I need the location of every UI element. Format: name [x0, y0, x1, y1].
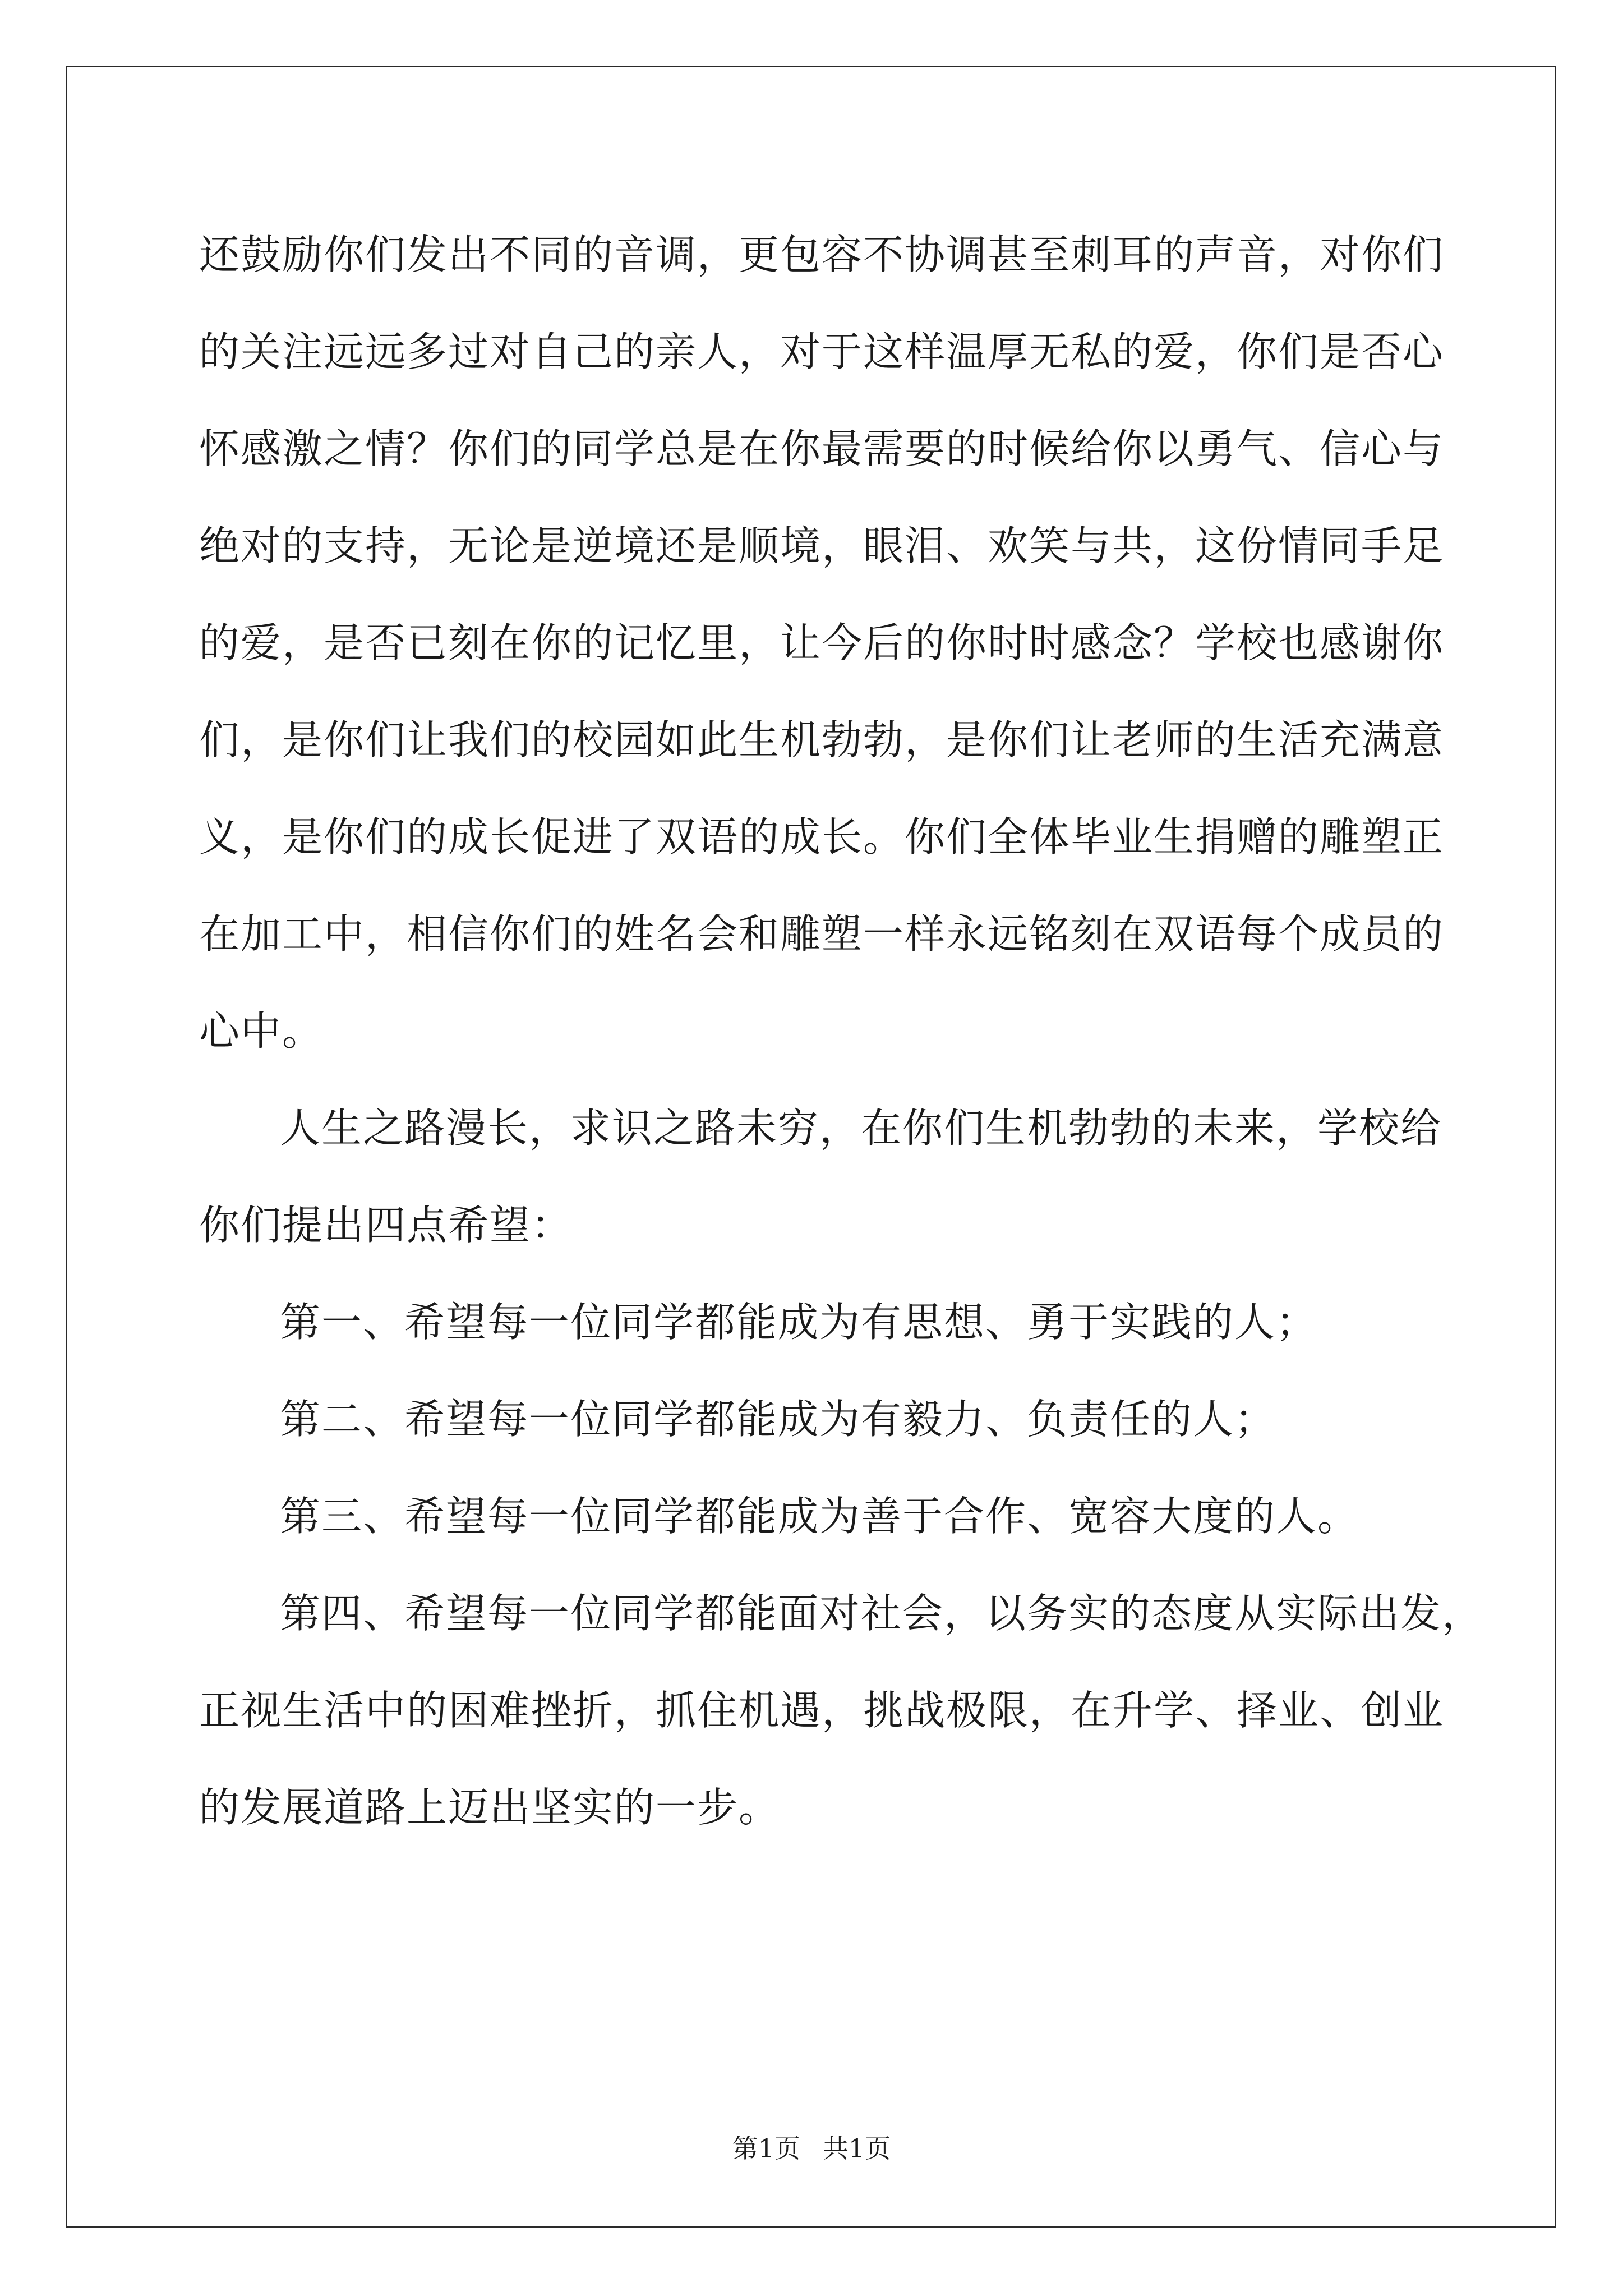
paragraph-hope-3: [199, 1468, 1455, 1565]
text-line: 第一、希望每一位同学都能成为有思想、勇于实践的人；: [280, 1299, 1318, 1346]
text-line: 怀感激之情？你们的同学总是在你最需要的时候给你以勇气、信心与: [199, 425, 1445, 472]
paragraph-hope-2: [199, 1371, 1455, 1468]
paragraph-hope-4: [199, 1565, 1484, 1856]
text-line: 心中。: [199, 1007, 324, 1055]
text-line: 你们提出四点希望：: [199, 1202, 573, 1249]
text-line: 第二、希望每一位同学都能成为有毅力、负责任的人；: [280, 1396, 1276, 1443]
page-total: 共1页: [823, 2133, 891, 2164]
text-line: 义，是你们的成长促进了双语的成长。你们全体毕业生捐赠的雕塑正: [199, 813, 1445, 861]
text-line: 的爱，是否已刻在你的记忆里，让今后的你时时感念？学校也感谢你: [199, 619, 1445, 666]
text-line: 的关注远远多过对自己的亲人，对于这样温厚无私的爱，你们是否心: [199, 328, 1445, 375]
text-line: 的发展道路上迈出坚实的一步。: [199, 1784, 781, 1831]
text-line: 人生之路漫长，求识之路未穷，在你们生机勃勃的未来，学校给: [280, 1105, 1442, 1152]
text-line: 绝对的支持，无论是逆境还是顺境，眼泪、欢笑与共，这份情同手足: [199, 522, 1445, 569]
text-line: 还鼓励你们发出不同的音调，更包容不协调甚至刺耳的声音，对你们: [199, 231, 1445, 278]
paragraph-hope-1: [199, 1274, 1455, 1371]
text-line: 在加工中，相信你们的姓名会和雕塑一样永远铭刻在双语每个成员的: [199, 910, 1445, 958]
text-line: 正视生活中的困难挫折，抓住机遇，挑战极限，在升学、择业、创业: [199, 1687, 1445, 1734]
paragraph-hopes-intro: [199, 1080, 1455, 1274]
page-footer: [0, 2132, 1623, 2165]
text-line: 第三、希望每一位同学都能成为善于合作、宽容大度的人。: [280, 1493, 1359, 1540]
text-line: 们，是你们让我们的校园如此生机勃勃，是你们让老师的生活充满意: [199, 716, 1445, 763]
text-line: 第四、希望每一位同学都能面对社会，以务实的态度从实际出发，: [280, 1590, 1484, 1637]
page-number: 第1页: [732, 2133, 800, 2164]
paragraph-gratitude: [199, 206, 1455, 1080]
document-body: [199, 206, 1484, 1856]
